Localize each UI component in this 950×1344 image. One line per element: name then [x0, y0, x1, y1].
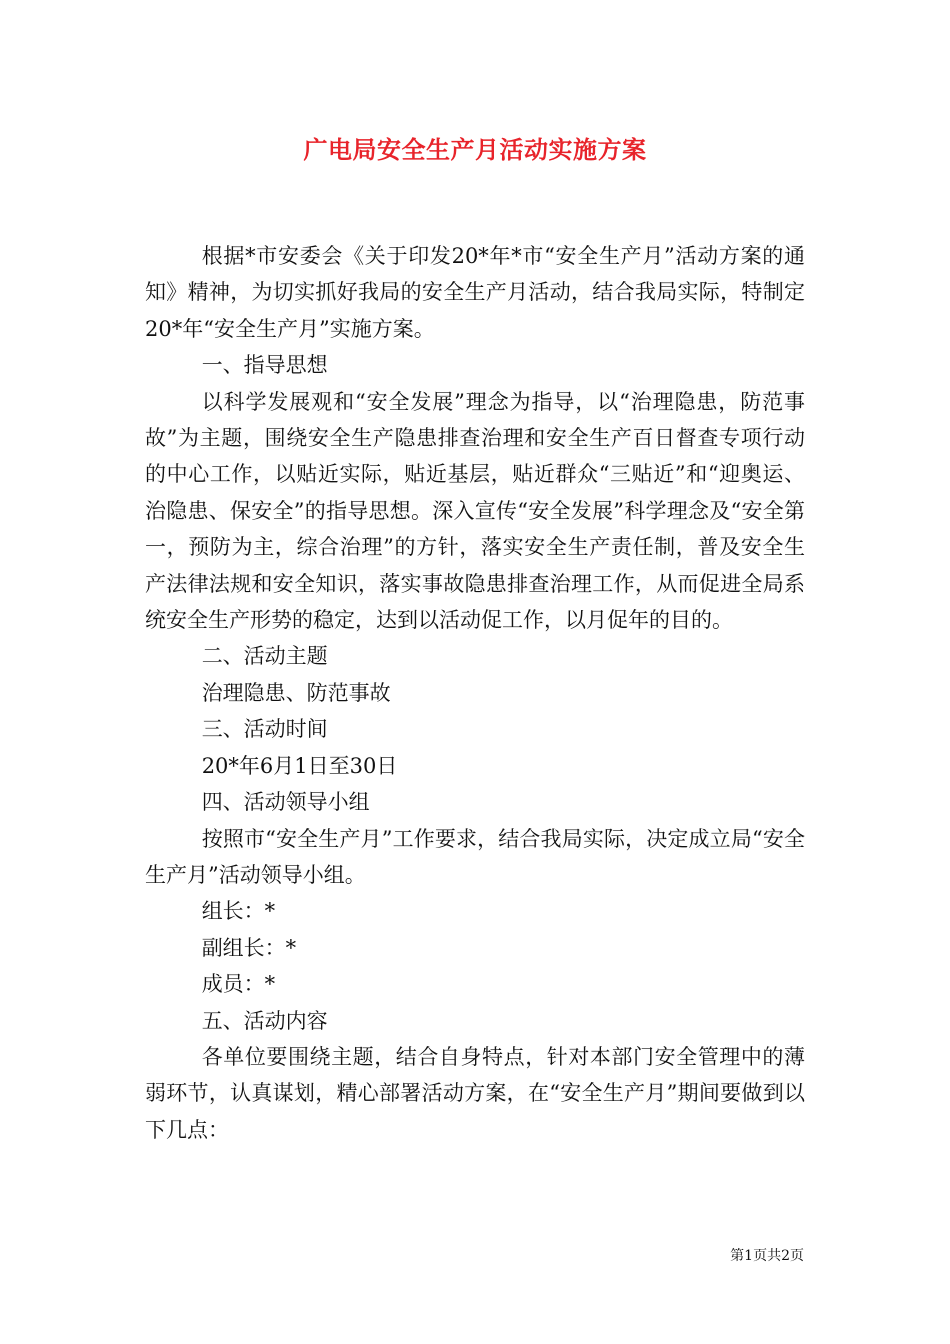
guiding-ideology-paragraph: 以科学发展观和“安全发展”理念为指导，以“治理隐患，防范事故”为主题，围绕安全生产隐患排查治理和安全生产百日督查专项行动的中心工作，以贴近实际，贴近基层，贴近群众“三贴近”和“迎奥运、治隐患、保安全”的指导思想。深入宣传“安全发展”科学理念及“安全第一，预防为主，综合治理”的方针，落实安全生产责任制，普及安全生产法律法规和安全知识，落实事故隐患排查治理工作，从而促进全局系统安全生产形势的稳定，达到以活动促工作，以月促年的目的。 — [145, 389, 805, 633]
members-line: 成员：* — [201, 972, 276, 997]
section-heading-time: 三、活动时间 — [201, 717, 328, 742]
page-number: 第1页共2页 — [730, 1248, 804, 1264]
time-paragraph: 20*年6月1日至30日 — [201, 753, 398, 778]
intro-paragraph: 根据*市安委会《关于印发20*年*市“安全生产月”活动方案的通知》精神，为切实抓好我局的安全生产月活动，结合我局实际，特制定20*年“安全生产月”实施方案。 — [145, 244, 805, 341]
section-heading-leadership: 四、活动领导小组 — [201, 790, 370, 815]
section-heading-content: 五、活动内容 — [201, 1008, 328, 1033]
content-paragraph: 各单位要围绕主题，结合自身特点，针对本部门安全管理中的薄弱环节，认真谋划，精心部署活动方案，在“安全生产月”期间要做到以下几点： — [145, 1044, 805, 1142]
deputy-leader-line: 副组长：* — [201, 935, 297, 960]
section-heading-guiding-ideology: 一、指导思想 — [201, 353, 328, 378]
leader-line: 组长：* — [201, 899, 276, 924]
document-body — [145, 238, 805, 1148]
theme-paragraph: 治理隐患、防范事故 — [201, 680, 391, 705]
section-heading-theme: 二、活动主题 — [201, 644, 328, 669]
document-title: 广电局安全生产月活动实施方案 — [303, 135, 647, 164]
leadership-paragraph: 按照市“安全生产月”工作要求，结合我局实际，决定成立局“安全生产月”活动领导小组。 — [145, 826, 805, 887]
